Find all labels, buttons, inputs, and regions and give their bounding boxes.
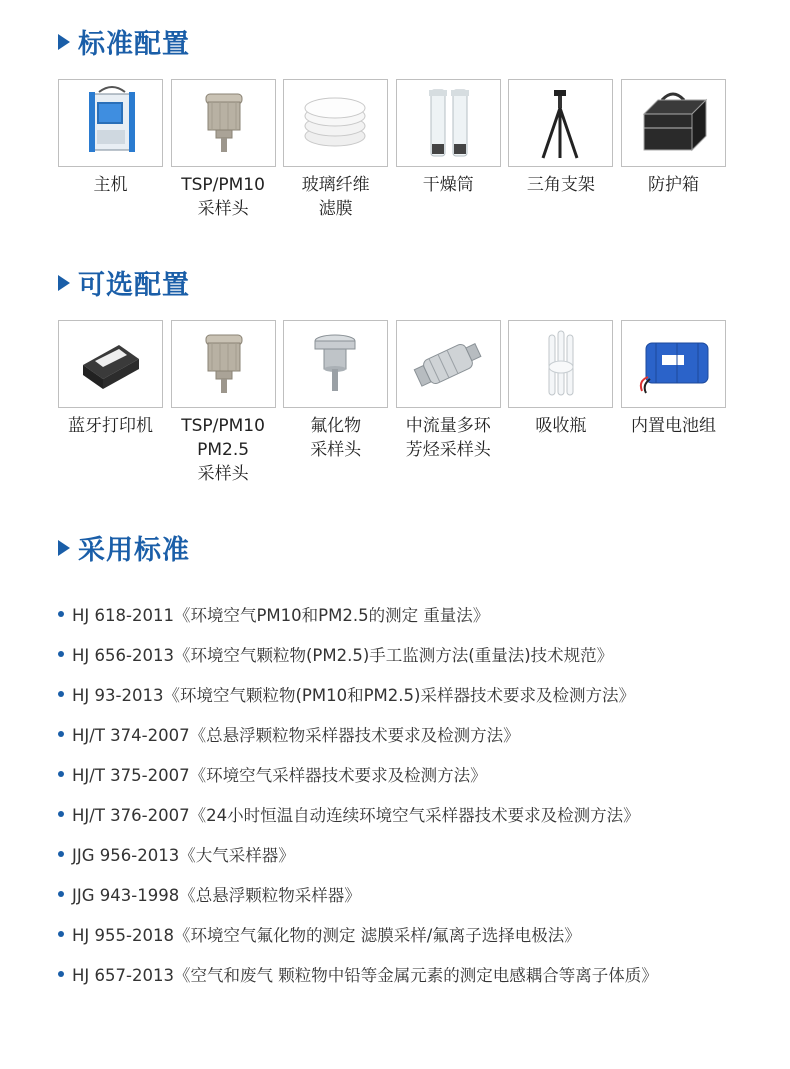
- host-unit-icon: [59, 80, 162, 166]
- pah-sampling-head-icon: [397, 321, 500, 407]
- sampling-head-icon: [172, 321, 275, 407]
- standard-config-row: [58, 79, 734, 221]
- item-label: TSP/PM10 PM2.5 采样头: [181, 416, 265, 484]
- bullet-dot-icon: [58, 691, 64, 697]
- bullet-dot-icon: [58, 891, 64, 897]
- section-title-text: 可选配置: [78, 270, 190, 301]
- pah-sampling-head-image: [396, 320, 501, 408]
- optional-item-battery: [621, 320, 726, 486]
- item-label: 主机: [93, 175, 128, 195]
- section-title-optional: [58, 263, 190, 302]
- tripod-icon: [509, 80, 612, 166]
- bluetooth-printer-image: [58, 320, 163, 408]
- standard-list-item: JJG 943-1998《总悬浮颗粒物采样器》: [58, 874, 658, 914]
- item-label: 吸收瓶: [535, 416, 587, 436]
- standard-item-drying-tube: [396, 79, 501, 221]
- glass-fiber-filter-image: [283, 79, 388, 167]
- item-label: 内置电池组: [630, 416, 716, 436]
- standard-item-tsp-head: [171, 79, 276, 221]
- bluetooth-printer-icon: [59, 321, 162, 407]
- sampling-head-icon: [172, 80, 275, 166]
- bullet-dot-icon: [58, 851, 64, 857]
- optional-item-fluoride-head: [283, 320, 388, 486]
- item-label: TSP/PM10 采样头: [181, 175, 265, 219]
- optional-config-row: [58, 320, 734, 486]
- standard-item-case: [621, 79, 726, 221]
- standard-item-host: [58, 79, 163, 221]
- glass-fiber-filter-icon: [284, 80, 387, 166]
- section-title-standards: [58, 528, 190, 567]
- tripod-image: [508, 79, 613, 167]
- standard-list-item: HJ 656-2013《环境空气颗粒物(PM2.5)手工监测方法(重量法)技术规范》: [58, 634, 658, 674]
- standards-list: [58, 594, 658, 994]
- standard-item-filter: [283, 79, 388, 221]
- protective-case-image: [621, 79, 726, 167]
- fluoride-sampling-head-icon: [284, 321, 387, 407]
- item-label: 氟化物 采样头: [310, 416, 362, 460]
- triangle-bullet-icon: [58, 34, 70, 50]
- standard-list-item: HJ 618-2011《环境空气PM10和PM2.5的测定 重量法》: [58, 594, 658, 634]
- optional-item-absorption-bottle: [508, 320, 613, 486]
- host-unit-image: [58, 79, 163, 167]
- item-label: 三角支架: [526, 175, 595, 195]
- optional-item-tsp-pm25-head: [171, 320, 276, 486]
- battery-pack-image: [621, 320, 726, 408]
- triangle-bullet-icon: [58, 275, 70, 291]
- protective-case-icon: [622, 80, 725, 166]
- item-label: 蓝牙打印机: [68, 416, 153, 436]
- section-title-text: 采用标准: [78, 535, 190, 566]
- optional-item-printer: [58, 320, 163, 486]
- bullet-dot-icon: [58, 971, 64, 977]
- standard-list-item: JJG 956-2013《大气采样器》: [58, 834, 658, 874]
- optional-item-pah-head: [396, 320, 501, 486]
- standard-list-item: HJ/T 374-2007《总悬浮颗粒物采样器技术要求及检测方法》: [58, 714, 658, 754]
- standard-list-item: HJ/T 376-2007《24小时恒温自动连续环境空气采样器技术要求及检测方法》: [58, 794, 658, 834]
- standard-list-item: HJ/T 375-2007《环境空气采样器技术要求及检测方法》: [58, 754, 658, 794]
- standard-item-tripod: [508, 79, 613, 221]
- standard-list-item: HJ 93-2013《环境空气颗粒物(PM10和PM2.5)采样器技术要求及检测方法》: [58, 674, 658, 714]
- bullet-dot-icon: [58, 731, 64, 737]
- section-title-standard: [58, 22, 190, 61]
- standard-list-item: HJ 955-2018《环境空气氟化物的测定 滤膜采样/氟离子选择电极法》: [58, 914, 658, 954]
- drying-tube-icon: [397, 80, 500, 166]
- absorption-bottle-icon: [509, 321, 612, 407]
- bullet-dot-icon: [58, 611, 64, 617]
- item-label: 防护箱: [647, 175, 699, 195]
- bullet-dot-icon: [58, 811, 64, 817]
- absorption-bottle-image: [508, 320, 613, 408]
- drying-tube-image: [396, 79, 501, 167]
- sampling-head-image: [171, 79, 276, 167]
- battery-pack-icon: [622, 321, 725, 407]
- standard-list-item: HJ 657-2013《空气和废气 颗粒物中铅等金属元素的测定电感耦合等离子体质》: [58, 954, 658, 994]
- section-title-text: 标准配置: [78, 29, 190, 60]
- sampling-head-image: [171, 320, 276, 408]
- bullet-dot-icon: [58, 651, 64, 657]
- item-label: 干燥筒: [422, 175, 474, 195]
- bullet-dot-icon: [58, 771, 64, 777]
- fluoride-sampling-head-image: [283, 320, 388, 408]
- item-label: 中流量多环 芳烃采样头: [405, 416, 491, 460]
- bullet-dot-icon: [58, 931, 64, 937]
- item-label: 玻璃纤维 滤膜: [301, 175, 370, 219]
- triangle-bullet-icon: [58, 540, 70, 556]
